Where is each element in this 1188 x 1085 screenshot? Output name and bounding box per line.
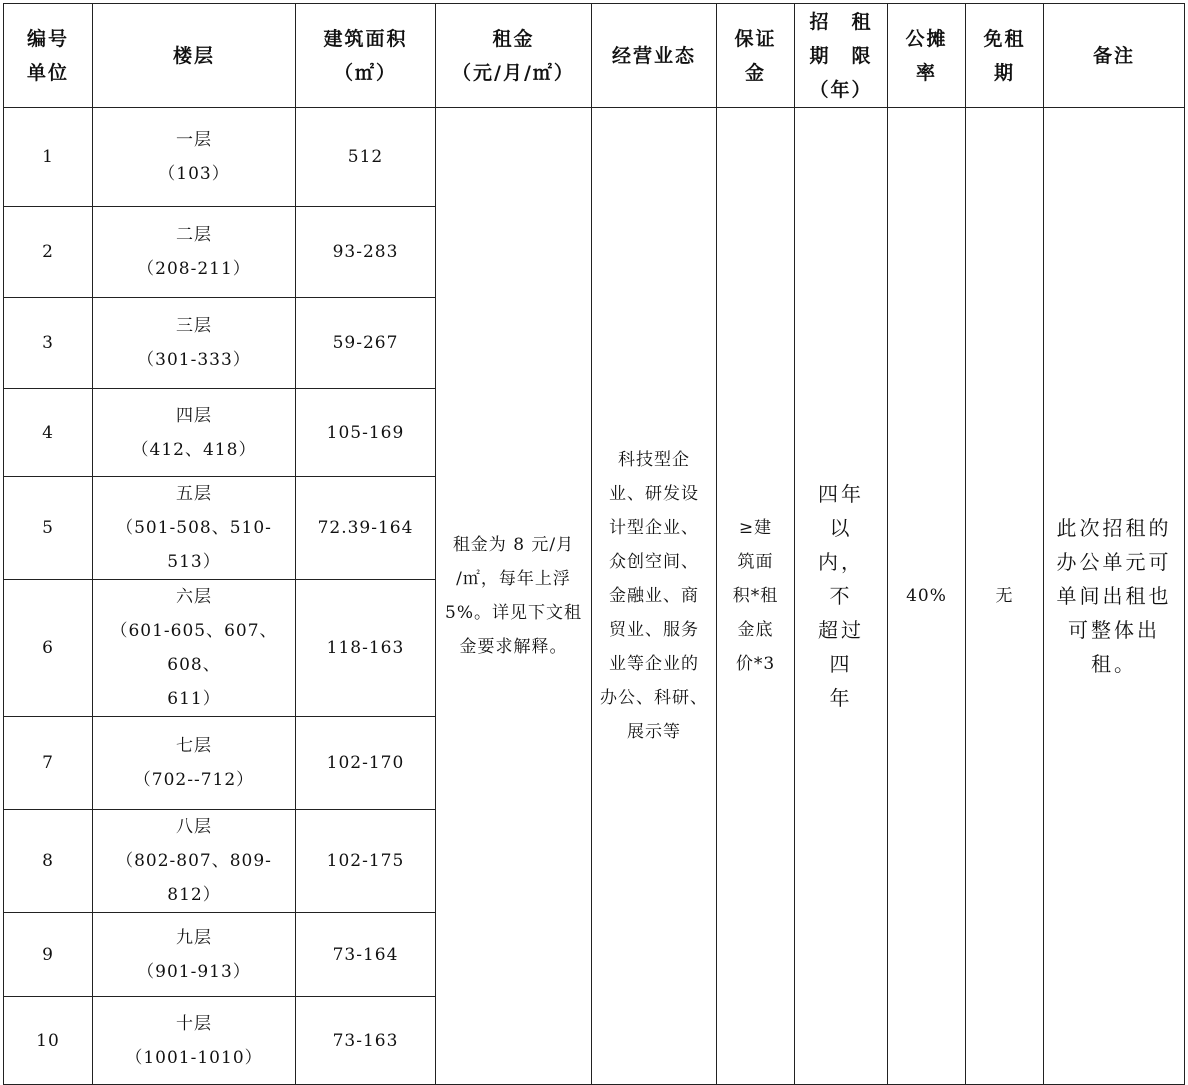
area-cell: 102-175: [296, 810, 436, 913]
unit-no-cell: 8: [4, 810, 93, 913]
rent-cell: 租金为 8 元/月 /㎡，每年上浮 5%。详见下文租 金要求解释。: [436, 108, 592, 1085]
unit-no-cell: 1: [4, 108, 93, 207]
unit-no-cell: 6: [4, 580, 93, 717]
area-cell: 59-267: [296, 298, 436, 389]
header-deposit: 保证 金: [717, 4, 795, 108]
area-cell: 118-163: [296, 580, 436, 717]
header-floor: 楼层: [93, 4, 296, 108]
unit-no-cell: 5: [4, 477, 93, 580]
floor-cell: 五层 （501-508、510-513）: [93, 477, 296, 580]
floor-cell: 九层 （901-913）: [93, 913, 296, 997]
floor-cell: 二层 （208-211）: [93, 207, 296, 298]
header-rent: 租金 （元/月/㎡）: [436, 4, 592, 108]
period-cell: 四年以 内，不 超过四 年: [795, 108, 888, 1085]
business-cell: 科技型企 业、研发设 计型企业、 众创空间、 金融业、商 贸业、服务 业等企业的 办公、科研、 展示等: [592, 108, 717, 1085]
header-area: 建筑面积 （㎡）: [296, 4, 436, 108]
lease-table: [3, 3, 1185, 1085]
header-period: 招 租 期 限 （年）: [795, 4, 888, 108]
share-rate-cell: 40%: [888, 108, 966, 1085]
floor-cell: 一层 （103）: [93, 108, 296, 207]
table-row: [4, 108, 1185, 207]
area-cell: 105-169: [296, 389, 436, 477]
header-remarks: 备注: [1044, 4, 1185, 108]
area-cell: 102-170: [296, 717, 436, 810]
floor-cell: 四层 （412、418）: [93, 389, 296, 477]
unit-no-cell: 4: [4, 389, 93, 477]
floor-cell: 三层 （301-333）: [93, 298, 296, 389]
deposit-cell: ≥建 筑面 积*租 金底 价*3: [717, 108, 795, 1085]
floor-cell: 八层 （802-807、809-812）: [93, 810, 296, 913]
unit-no-cell: 7: [4, 717, 93, 810]
unit-no-cell: 9: [4, 913, 93, 997]
header-unit-no: 编号 单位: [4, 4, 93, 108]
floor-cell: 七层 （702--712）: [93, 717, 296, 810]
unit-no-cell: 3: [4, 298, 93, 389]
floor-cell: 六层 （601-605、607、608、 611）: [93, 580, 296, 717]
area-cell: 93-283: [296, 207, 436, 298]
area-cell: 73-163: [296, 997, 436, 1085]
remarks-cell: 此次招租的 办公单元可 单间出租也 可整体出 租。: [1044, 108, 1185, 1085]
free-rent-cell: 无: [966, 108, 1044, 1085]
unit-no-cell: 10: [4, 997, 93, 1085]
area-cell: 72.39-164: [296, 477, 436, 580]
area-cell: 512: [296, 108, 436, 207]
header-business: 经营业态: [592, 4, 717, 108]
unit-no-cell: 2: [4, 207, 93, 298]
header-share-rate: 公摊 率: [888, 4, 966, 108]
area-cell: 73-164: [296, 913, 436, 997]
header-free-rent: 免租 期: [966, 4, 1044, 108]
header-row: [4, 4, 1185, 108]
floor-cell: 十层 （1001-1010）: [93, 997, 296, 1085]
